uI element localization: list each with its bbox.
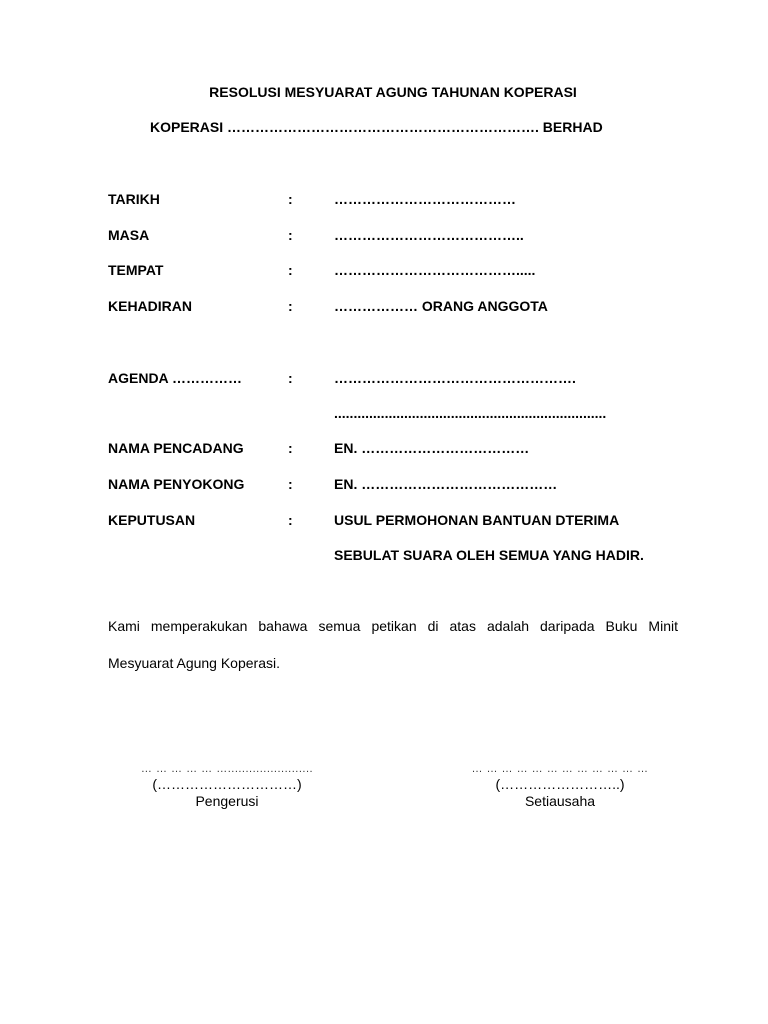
field-value-keputusan-line2: SEBULAT SUARA OLEH SEMUA YANG HADIR.: [334, 547, 644, 563]
field-label-penyokong: NAMA PENYOKONG: [108, 476, 245, 492]
field-value-agenda: …………………………………………….: [334, 370, 576, 386]
field-value-kehadiran: ……………… ORANG ANGGOTA: [334, 298, 548, 314]
field-label-pencadang: NAMA PENCADANG: [108, 440, 244, 456]
field-colon: :: [288, 370, 293, 386]
field-value-masa: …………………………………..: [334, 227, 524, 243]
signature-name-line: (……………………..): [495, 776, 625, 792]
signature-line: … … … … … …........................: [140, 763, 314, 775]
field-colon: :: [288, 476, 293, 492]
field-colon: :: [288, 191, 293, 207]
field-value-tempat: ………………………………….....: [334, 262, 536, 278]
signature-block-pengerusi: [107, 763, 347, 809]
certification-statement-line1: Kami memperakukan bahawa semua petikan di atas adalah daripada Buku Minit: [108, 618, 678, 634]
certification-statement-line2: Mesyuarat Agung Koperasi.: [108, 655, 280, 671]
field-label-tarikh: TARIKH: [108, 191, 160, 207]
field-label-masa: MASA: [108, 227, 150, 243]
field-value-tarikh: …………………………………: [334, 191, 516, 207]
document-title: RESOLUSI MESYUARAT AGUNG TAHUNAN KOPERASI: [209, 84, 577, 100]
field-value-pencadang: EN. ………………………………: [334, 440, 530, 456]
field-value-agenda-line2: ......................................................................: [334, 405, 607, 421]
field-colon: :: [288, 262, 293, 278]
signature-role: Pengerusi: [195, 793, 259, 809]
field-colon: :: [288, 227, 293, 243]
cooperative-name-line: KOPERASI …………………………………………………………. BERHAD: [150, 119, 603, 135]
field-colon: :: [288, 440, 293, 456]
field-label-keputusan: KEPUTUSAN: [108, 512, 196, 528]
field-label-agenda: AGENDA ……………: [108, 370, 243, 386]
signature-line: … … … … … … … … … … … …: [471, 763, 649, 775]
field-label-kehadiran: KEHADIRAN: [108, 298, 192, 314]
signature-role: Setiausaha: [524, 793, 596, 809]
field-label-tempat: TEMPAT: [108, 262, 164, 278]
field-colon: :: [288, 512, 293, 528]
signature-name-line: (…………………………): [152, 776, 302, 792]
signature-block-setiausaha: [440, 763, 680, 809]
field-value-penyokong: EN. ……………………………………: [334, 476, 558, 492]
field-colon: :: [288, 298, 293, 314]
field-value-keputusan: USUL PERMOHONAN BANTUAN DTERIMA: [334, 512, 620, 528]
